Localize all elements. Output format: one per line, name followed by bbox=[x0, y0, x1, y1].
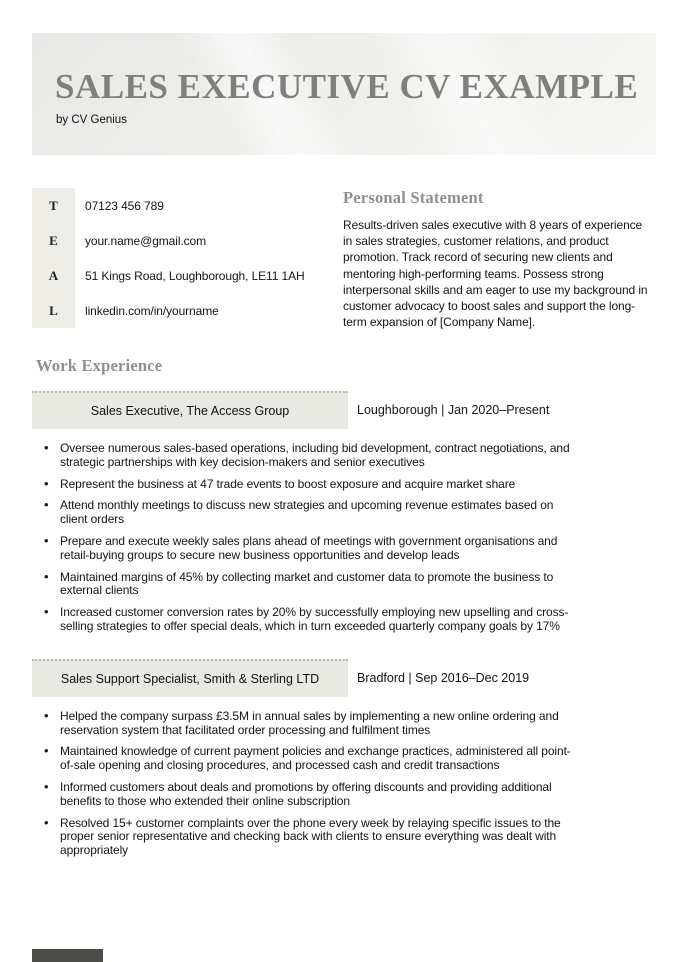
header-banner bbox=[32, 33, 656, 155]
personal-statement-text: Results-driven sales executive with 8 years of experience in sales strategies, customer relations, and product promotion. Track record of securing new clients and mentoring high-performing teams. Possess strong interpersonal skills and am eager to use my background in customer advocacy to boost sales and support the long-term expansion of [Company Name]. bbox=[343, 218, 648, 330]
job-1-title: Sales Executive, The Access Group bbox=[90, 404, 290, 418]
job-2-bullet-list bbox=[42, 710, 580, 858]
bullet-item: • Represent the business at 47 trade events to boost exposure and acquire market share bbox=[42, 478, 580, 492]
email-value: your.name@gmail.com bbox=[85, 233, 206, 248]
job-1-bullet-list bbox=[42, 442, 580, 634]
bullet-item: • Helped the company surpass £3.5M in annual sales by implementing a new online ordering and reservation system that facilitated order processing and fulfilment times bbox=[42, 710, 580, 738]
linkedin-label: L bbox=[49, 302, 58, 318]
contact-row-linkedin bbox=[32, 293, 332, 328]
phone-label: T bbox=[49, 197, 58, 213]
page-title: SALES EXECUTIVE CV EXAMPLE bbox=[55, 67, 639, 106]
contact-block bbox=[32, 188, 332, 328]
email-label: E bbox=[49, 232, 58, 248]
job-entry-1 bbox=[32, 391, 652, 634]
bullet-item: • Attend monthly meetings to discuss new strategies and upcoming revenue estimates based on client orders bbox=[42, 499, 580, 527]
bullet-item: • Resolved 15+ customer complaints over the phone every week by relaying specific issues to the proper senior representative and checking back with clients to ensure everything was dealt with appropriately bbox=[42, 817, 580, 858]
work-experience-heading: Work Experience bbox=[36, 356, 163, 375]
contact-row-phone bbox=[32, 188, 332, 223]
byline: by CV Genius bbox=[56, 114, 127, 126]
job-1-header bbox=[32, 391, 652, 429]
job-entry-2 bbox=[32, 659, 652, 858]
job-2-header bbox=[32, 659, 652, 697]
work-experience-section bbox=[32, 356, 652, 866]
bullet-item: • Prepare and execute weekly sales plans ahead of meetings with government organisations and retail-buying groups to secure new business opportunities and develop leads bbox=[42, 535, 580, 563]
contact-row-email bbox=[32, 223, 332, 258]
bullet-item: • Informed customers about deals and promotions by offering discounts and providing additional benefits to those who extended their online subscription bbox=[42, 781, 580, 809]
job-2-location-dates: Bradford | Sep 2016–Dec 2019 bbox=[357, 670, 530, 685]
bullet-item: • Increased customer conversion rates by 20% by successfully employing new upselling and cross-selling strategies to offer special deals, which in turn exceeded quarterly company goals by 17% bbox=[42, 606, 580, 634]
personal-statement-heading: Personal Statement bbox=[343, 188, 484, 207]
job-1-location-dates: Loughborough | Jan 2020–Present bbox=[357, 403, 550, 417]
job-2-title-bar bbox=[32, 659, 348, 697]
personal-statement-section bbox=[343, 188, 651, 330]
cutoff-next-section-bar bbox=[32, 949, 103, 962]
bullet-item: • Maintained margins of 45% by collecting market and customer data to promote the business to external clients bbox=[42, 571, 580, 599]
bullet-item: • Maintained knowledge of current payment policies and exchange practices, administered all point-of-sale opening and closing procedures, and processed cash and credit transactions bbox=[42, 745, 580, 773]
linkedin-value: linkedin.com/in/yourname bbox=[85, 303, 219, 318]
bullet-item: • Oversee numerous sales-based operations, including bid development, contract negotiations, and strategic partnerships with key decision-makers and senior executives bbox=[42, 442, 580, 470]
job-1-title-bar bbox=[32, 391, 348, 429]
job-2-title: Sales Support Specialist, Smith & Sterling LTD bbox=[60, 671, 320, 686]
contact-row-address bbox=[32, 258, 332, 293]
address-label: A bbox=[48, 267, 59, 283]
phone-value: 07123 456 789 bbox=[85, 198, 164, 213]
address-value: 51 Kings Road, Loughborough, LE11 1AH bbox=[85, 268, 305, 283]
